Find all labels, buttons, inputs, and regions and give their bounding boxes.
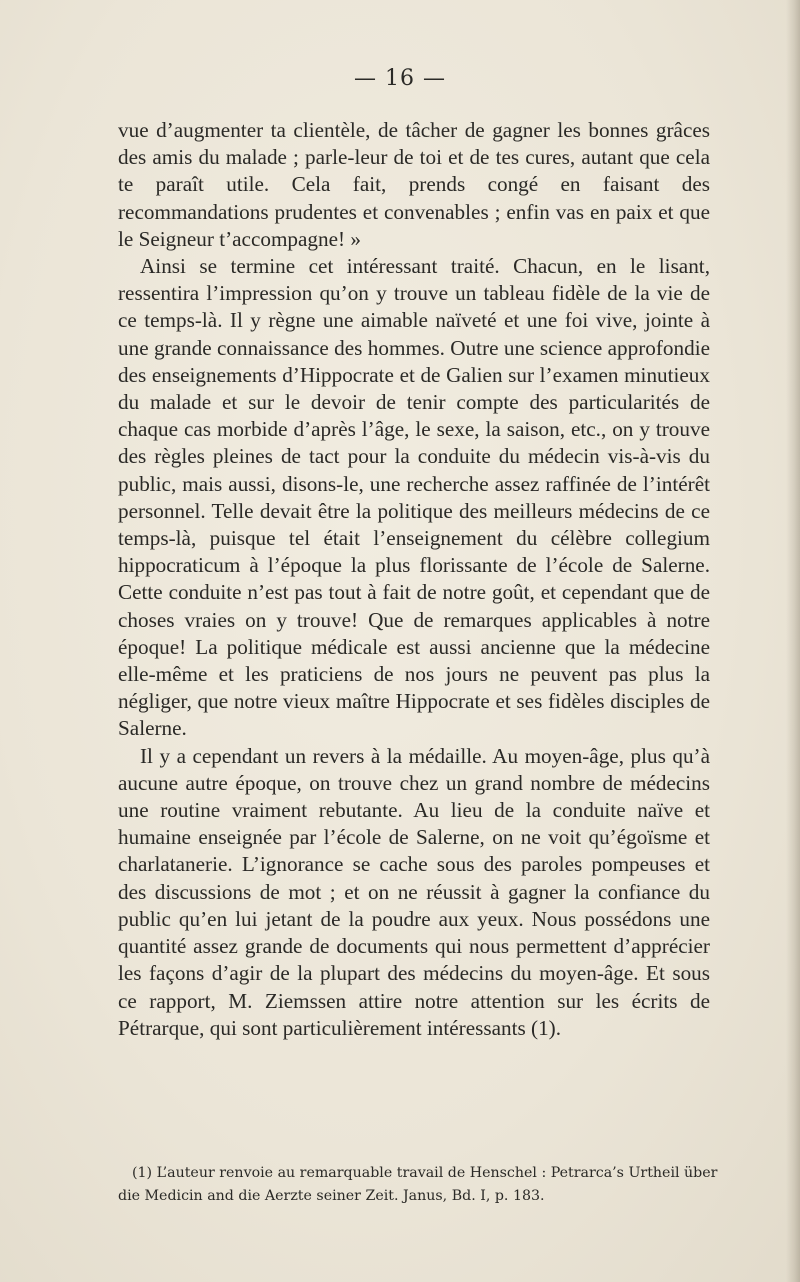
paragraph-3: Il y a cependant un revers à la médaille. Au moyen-âge, plus qu’à aucune autre époque, on trouve chez un grand nombre de médecins une routine vraiment rebutante. Au lieu de la conduite naïve et humaine enseignée par l’école de Salerne, on ne voit qu’égoïsme et charlatanerie. L’ignorance se cache sous des paroles pompeuses et des discussions de mot ; et on ne réussit à gagner la confiance du public qu’en lui jetant de la poudre aux yeux. Nous possédons une quantité assez grande de documents qui nous permettent d’apprécier les façons d’agir de la plupart des médecins du moyen-âge. Et sous ce rapport, M. Ziemssen attire notre attention sur les écrits de Pétrarque, qui sont particulièrement intéressants (1). <box>118 743 710 1040</box>
body-text <box>118 117 710 1042</box>
footnote: (1) L’auteur renvoie au remarquable travail de Henschel : Petrarca’s Urtheil über die Medicin and die Aerzte seiner Zeit. Janus, Bd. I, p. 183. <box>118 1165 718 1204</box>
paragraph-2: Ainsi se termine cet intéressant traité. Chacun, en le lisant, ressentira l’impression qu’on y trouve un tableau fidèle de la vie de ce temps-là. Il y règne une aimable naïveté et une foi vive, jointe à une grande connaissance des hommes. Outre une science approfondie des enseignements d’Hippocrate et de Galien sur l’examen minutieux du malade et sur le devoir de tenir compte des particularités de chaque cas morbide d’après l’âge, le sexe, la saison, etc., on y trouve des règles pleines de tact pour la conduite du médecin vis-à-vis du public, mais aussi, disons-le, une recherche assez raffinée de l’intérêt personnel. Telle devait être la politique des meilleurs médecins de ce temps-là, puisque tel était l’enseignement du célèbre collegium hippocraticum à l’époque la plus florissante de l’école de Salerne. Cette conduite n’est pas tout à fait de notre goût, et cependant que de choses vraies on y trouve! Que de remarques applicables à notre époque! La politique médicale est aussi ancienne que la médecine elle-même et les praticiens de nos jours ne peuvent pas plus la négliger, que notre vieux maître Hippocrate et ses fidèles disciples de Salerne. <box>118 254 710 741</box>
page-number: — 16 — <box>354 66 446 91</box>
page-edge-shadow <box>786 0 800 1282</box>
paragraph-1: vue d’augmenter ta clientèle, de tâcher de gagner les bonnes grâces des amis du malade ; parle-leur de toi et de tes cures, autant que cela te paraît utile. Cela fait, prends congé en faisant des recommandations prudentes et convenables ; enfin vas en paix et que le Seigneur t’accompagne! » <box>118 118 710 251</box>
